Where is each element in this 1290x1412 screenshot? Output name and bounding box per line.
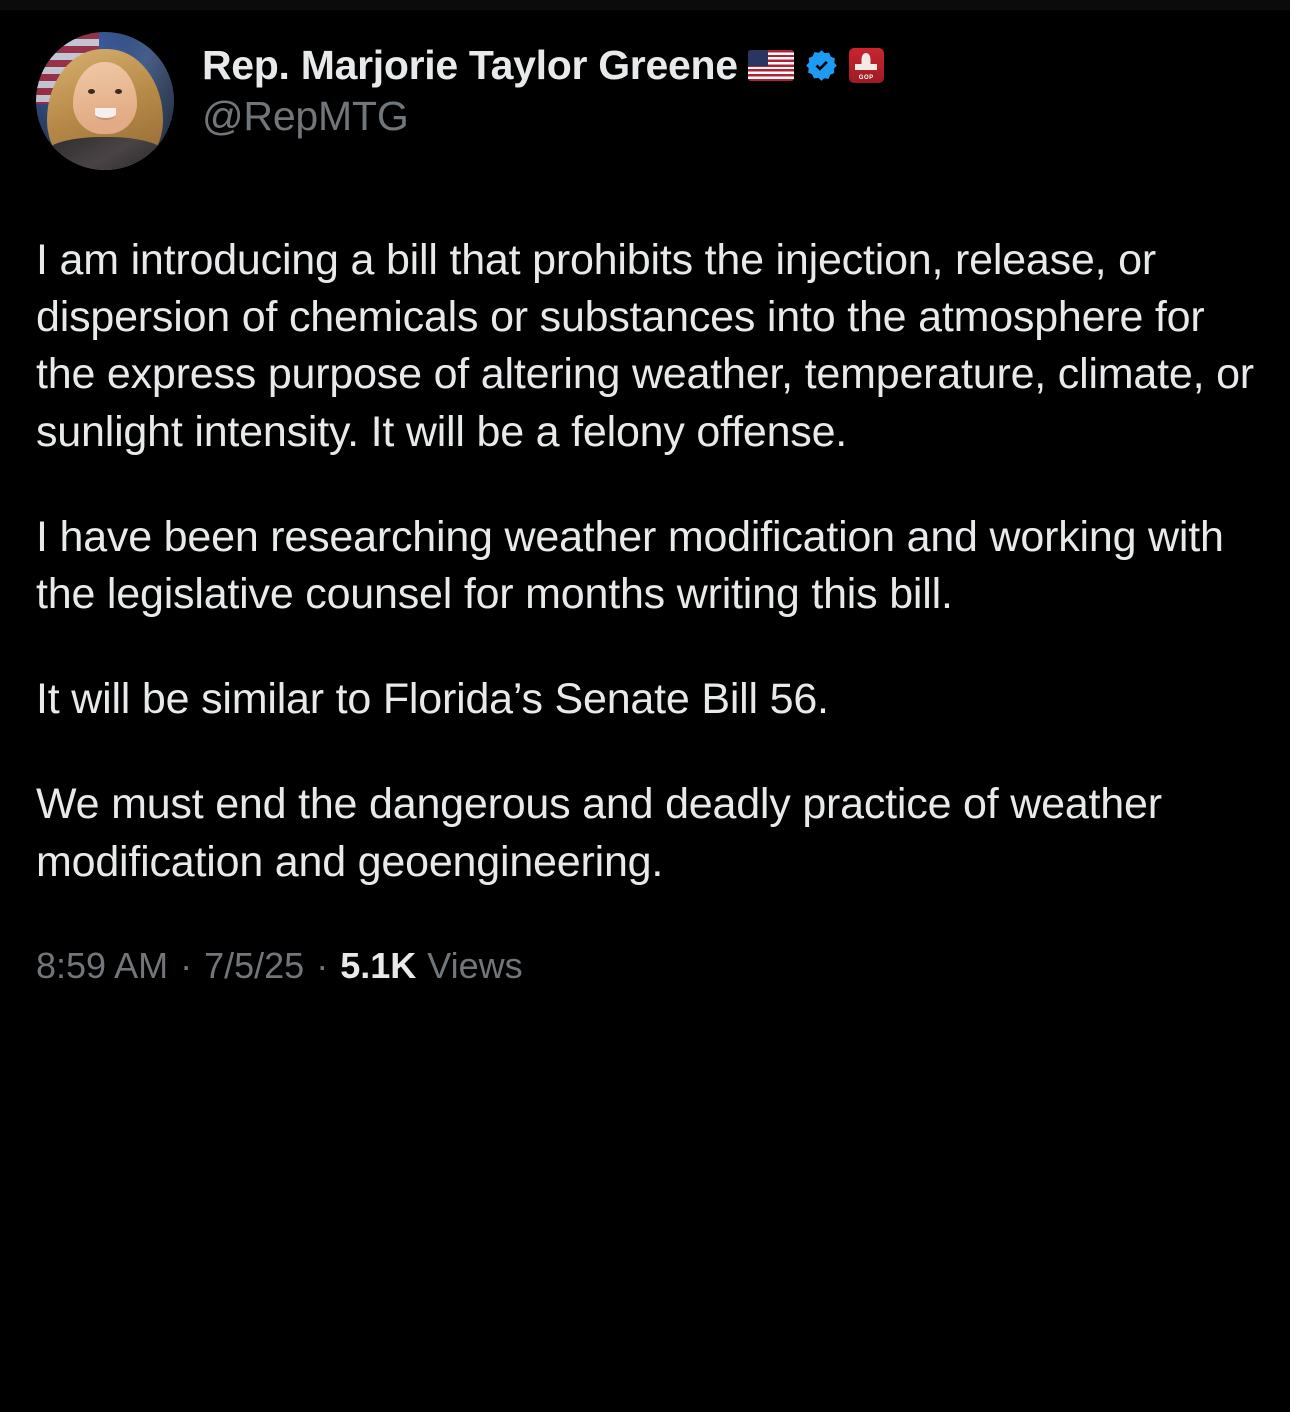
verified-badge-icon[interactable] [804,48,839,83]
us-flag-icon [748,50,794,81]
avatar-eye-right [115,89,122,94]
post-paragraph: We must end the dangerous and deadly practice of weather modification and geoengineering. [36,780,1162,886]
affiliate-badge-label: GOP [858,75,874,81]
metadata-separator: · [316,944,329,986]
post-text [36,232,1254,891]
post-paragraph: It will be similar to Florida’s Senate Bill 56. [36,675,829,724]
affiliate-badge-icon[interactable] [849,48,884,83]
post-paragraph: I have been researching weather modification and working with the legislative counsel for months writing this bill. [36,512,1224,618]
avatar-shoulders [42,137,169,170]
avatar[interactable] [36,32,174,170]
views-label: Views [427,944,523,986]
post-metadata [36,945,1254,987]
us-flag-canton [748,50,768,66]
post-header [36,10,1254,170]
metadata-separator: · [180,944,193,986]
author-handle[interactable]: @RepMTG [202,93,409,139]
post-paragraph: I am introducing a bill that prohibits the injection, release, or dispersion of chemicals or substances into the atmosphere for the express purpose of altering weather, temperature, climate, or sunlight intensity. It will be a felony offense. [36,236,1254,456]
capitol-base-shape [855,64,877,70]
avatar-eye-left [88,89,95,94]
avatar-face [73,62,136,134]
author-info [174,32,884,140]
views-count[interactable]: 5.1K [340,944,417,986]
author-name-row [202,42,884,89]
post-date: 7/5/25 [204,944,305,986]
author-display-name[interactable]: Rep. Marjorie Taylor Greene [202,42,738,88]
post-container [0,10,1290,987]
post-time: 8:59 AM [36,944,169,986]
status-bar [0,0,1290,10]
avatar-smile [95,108,116,120]
